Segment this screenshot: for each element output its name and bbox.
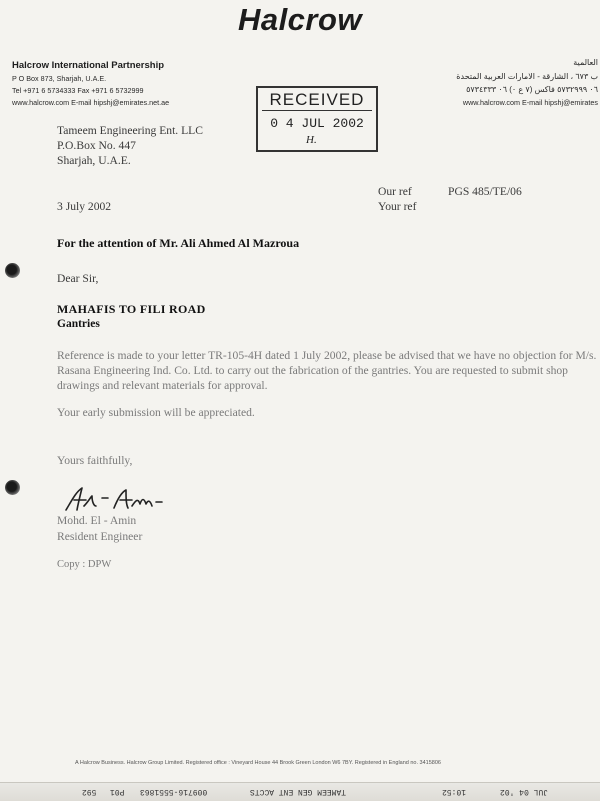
fax-segment: P01 — [110, 787, 125, 796]
arabic-address: ب ٦٧٣ ، الشارقة - الامارات العربية المتحدة — [456, 72, 598, 81]
stamp-rule — [262, 110, 372, 111]
closing: Yours faithfully, — [57, 454, 133, 467]
letter-date: 3 July 2002 — [57, 200, 112, 213]
stamp-title: RECEIVED — [269, 90, 365, 109]
company-name: Halcrow International Partnership — [12, 60, 165, 71]
recipient-po-box: P.O.Box No. 447 — [57, 139, 136, 152]
signatory-title: Resident Engineer — [57, 530, 143, 543]
body-paragraph-1: Reference is made to your letter TR-105-4H dated 1 July 2002, please be advised that we have no objection for M/s. Rasana Engineering Ind. Co. Ltd. to carry out the fabrication of the gantries. You are requested to submit shop drawings and relevant materials for approval. — [57, 349, 597, 393]
fax-segment: 10:52 — [442, 787, 467, 796]
fax-segment: TAMEEM GEN ENT ACCTS — [250, 787, 347, 796]
arabic-web-email: www.halcrow.com E-mail hipshj@emirates — [462, 98, 598, 107]
halcrow-logo: Halcrow — [237, 2, 363, 37]
arabic-tel-fax: ٠٦ ٥٧٣٢٩٩٩ فاكس (٧ ع ٠) ٠٦ ٥٧٣٤٣٣٣ — [466, 85, 598, 94]
punch-hole-bottom — [5, 480, 20, 495]
fax-header-bar — [0, 782, 600, 801]
body-paragraph-2: Your early submission will be appreciated. — [57, 406, 255, 419]
company-web-email: www.halcrow.com E-mail hipshj@emirates.net.ae — [12, 98, 170, 107]
recipient-city: Sharjah, U.A.E. — [57, 154, 131, 167]
company-footer: A Halcrow Business. Halcrow Group Limited. Registered office : Vineyard House 44 Brook Green London W6 7BY. Registered in England no. 3415806 — [75, 760, 441, 766]
subject-line: MAHAFIS TO FILI ROAD — [57, 302, 206, 316]
handwritten-signature — [62, 484, 167, 514]
fax-segment: 009716-5551863 — [140, 787, 208, 796]
our-ref-label: Our ref — [378, 185, 412, 198]
fax-segment: 592 — [82, 787, 97, 796]
attention-line: For the attention of Mr. Ali Ahmed Al Mazroua — [57, 236, 300, 250]
copy-line: Copy : DPW — [57, 559, 112, 570]
fax-segment: JUL 04 '02 — [500, 787, 549, 796]
company-tel-fax: Tel +971 6 5734333 Fax +971 6 5732999 — [12, 86, 144, 95]
our-ref-value: PGS 485/TE/06 — [448, 185, 522, 198]
salutation: Dear Sir, — [57, 272, 99, 285]
recipient-company: Tameem Engineering Ent. LLC — [57, 124, 203, 137]
your-ref-label: Your ref — [378, 200, 417, 213]
company-address: P O Box 873, Sharjah, U.A.E. — [12, 74, 107, 83]
stamp-date: 0 4 JUL 2002 — [270, 116, 364, 131]
received-stamp — [256, 86, 378, 152]
arabic-company-name: العالمية — [573, 58, 598, 67]
stamp-initials: H. — [306, 134, 317, 146]
punch-hole-top — [5, 263, 20, 278]
signatory-name: Mohd. El - Amin — [57, 514, 137, 527]
subject-subline: Gantries — [57, 318, 100, 330]
